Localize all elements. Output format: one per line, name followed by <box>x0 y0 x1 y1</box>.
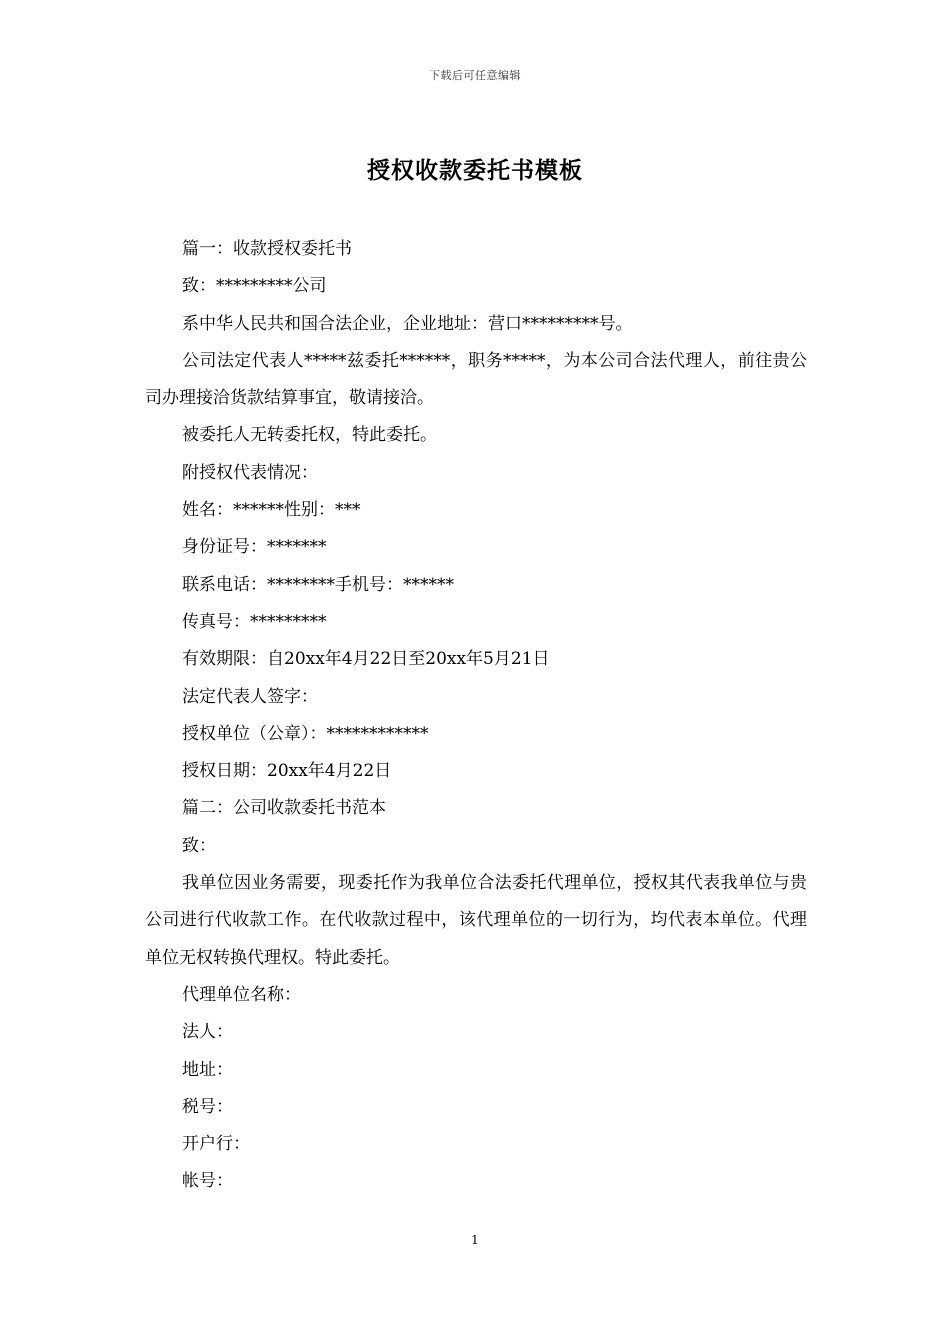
section-heading: 篇一：收款授权委托书 <box>182 239 352 259</box>
body-paragraph: 被委托人无转委托权，特此委托。 <box>182 425 437 446</box>
form-field-line: 有效期限：自20xx年4月22日至20xx年5月21日 <box>182 649 550 670</box>
document-body <box>145 231 807 1201</box>
form-field-line: 税号： <box>182 1096 233 1117</box>
body-paragraph: 附授权代表情况： <box>182 462 318 483</box>
form-field-line: 授权日期：20xx年4月22日 <box>182 761 392 782</box>
form-field-line: 地址： <box>182 1059 233 1080</box>
addressee-line: 致：*********公司 <box>182 276 327 297</box>
body-paragraph: 我单位因业务需要，现委托作为我单位合法委托代理单位，授权其代表我单位与贵公司进行代收款工作。在代收款过程中，该代理单位的一切行为，均代表本单位。代理单位无权转换代理权。特此委托。 <box>145 873 807 968</box>
addressee-line: 致： <box>182 835 216 856</box>
form-field-line: 法定代表人签字： <box>182 686 318 707</box>
form-field-line: 身份证号：******* <box>182 537 327 558</box>
form-field-line: 联系电话：********手机号：****** <box>182 574 454 595</box>
page-number: 1 <box>471 1233 479 1247</box>
form-field-line: 姓名：******性别：*** <box>182 500 361 521</box>
form-field-line: 开户行： <box>182 1134 250 1155</box>
document-title: 授权收款委托书模板 <box>367 157 583 184</box>
form-field-line: 法人： <box>182 1022 233 1043</box>
section-heading: 篇二：公司收款委托书范本 <box>182 798 386 819</box>
page-header-note: 下载后可任意编辑 <box>429 69 521 82</box>
form-field-line: 授权单位（公章）：************ <box>182 723 429 744</box>
body-paragraph: 公司法定代表人*****兹委托******，职务*****，为本公司合法代理人，前往贵公司办理接洽货款结算事宜，敬请接洽。 <box>145 350 807 409</box>
form-field-line: 传真号：********* <box>182 611 327 632</box>
form-field-line: 帐号： <box>182 1171 233 1192</box>
body-paragraph: 系中华人民共和国合法企业，企业地址：营口*********号。 <box>182 313 633 334</box>
form-field-line: 代理单位名称： <box>182 984 301 1005</box>
